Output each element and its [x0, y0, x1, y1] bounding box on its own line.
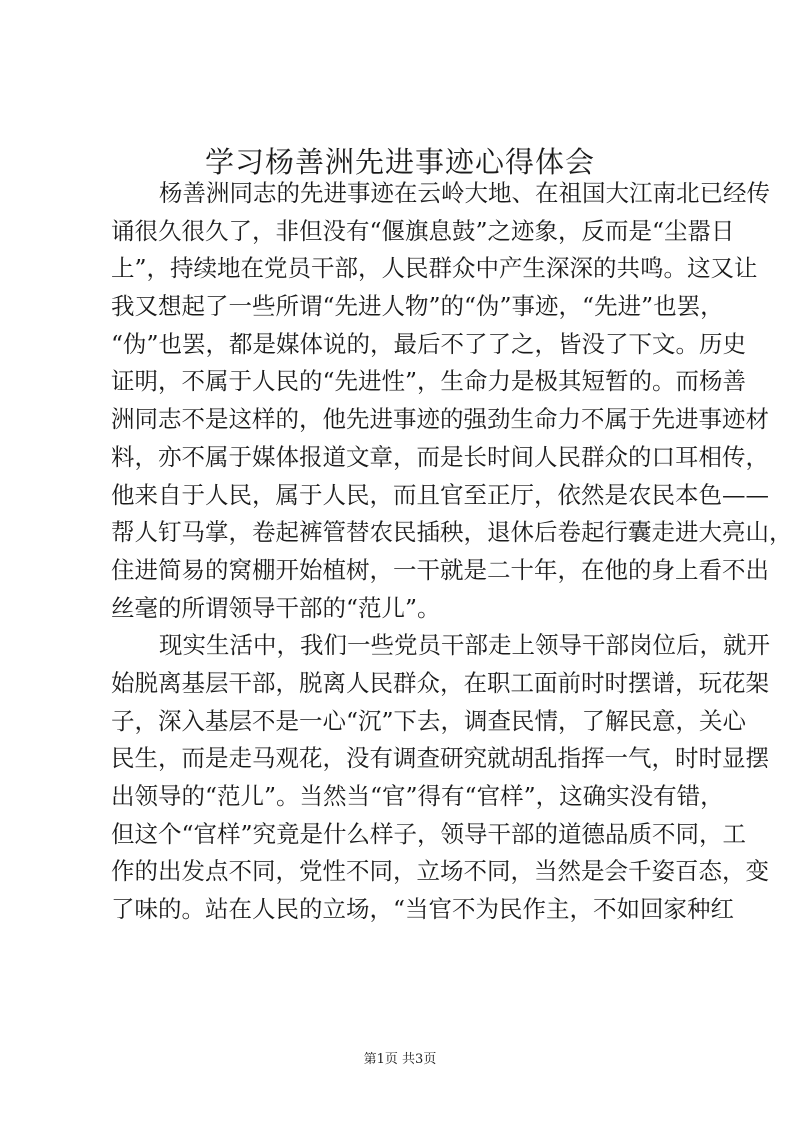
paragraph-line: 作的出发点不同，党性不同，立场不同，当然是会千姿百态，变 [111, 857, 769, 886]
paragraph-line: 上”，持续地在党员干部，人民群众中产生深深的共鸣。这又让 [111, 254, 758, 283]
document-body [111, 175, 793, 929]
paragraph [111, 175, 793, 627]
paragraph-line: 帮人钉马掌，卷起裤管替农民插秧，退休后卷起行囊走进大亮山， [111, 518, 793, 547]
paragraph-line: 住进简易的窝棚开始植树，一干就是二十年，在他的身上看不出 [111, 555, 769, 584]
paragraph-line: 始脱离基层干部，脱离人民群众，在职工面前时时摆谱，玩花架 [111, 668, 769, 697]
paragraph-line: 诵很久很久了，非但没有“偃旗息鼓”之迹象，反而是“尘嚣日 [111, 216, 735, 245]
paragraph-line: “伪”也罢，都是媒体说的，最后不了了之，皆没了下文。历史 [111, 329, 747, 358]
paragraph-line: 杨善洲同志的先进事迹在云岭大地、在祖国大江南北已经传 [159, 179, 770, 207]
document-title: 学习杨善洲先进事迹心得体会 [204, 145, 595, 179]
paragraph-line: 民生，而是走马观花，没有调查研究就胡乱指挥一气，时时显摆 [111, 744, 769, 773]
page-footer: 第1页 共3页 [363, 1052, 437, 1067]
paragraph-line: 了味的。站在人民的立场，“当官不为民作主，不如回家种红 [111, 895, 735, 924]
paragraph-line: 子，深入基层不是一心“沉”下去，调查民情，了解民意，关心 [111, 706, 747, 735]
paragraph-line: 但这个“官样”究竟是什么样子，领导干部的道德品质不同，工 [111, 819, 747, 848]
paragraph-line: 料，亦不属于媒体报道文章，而是长时间人民群众的口耳相传， [111, 442, 769, 471]
paragraph-line: 出领导的“范儿”。当然当“官”得有“官样”，这确实没有错， [111, 782, 724, 810]
paragraph-line: 洲同志不是这样的，他先进事迹的强劲生命力不属于先进事迹材 [111, 405, 769, 434]
paragraph-line: 我又想起了一些所谓“先进人物”的“伪”事迹，“先进”也罢， [111, 292, 724, 321]
paragraph-line: 丝毫的所谓领导干部的“范儿”。 [111, 593, 441, 622]
paragraph [111, 627, 770, 929]
paragraph-line: 他来自于人民，属于人民，而且官至正厅，依然是农民本色—— [111, 480, 769, 509]
paragraph-line: 现实生活中，我们一些党员干部走上领导干部岗位后，就开 [159, 631, 770, 660]
paragraph-line: 证明，不属于人民的“先进性”，生命力是极其短暂的。而杨善 [111, 367, 747, 396]
